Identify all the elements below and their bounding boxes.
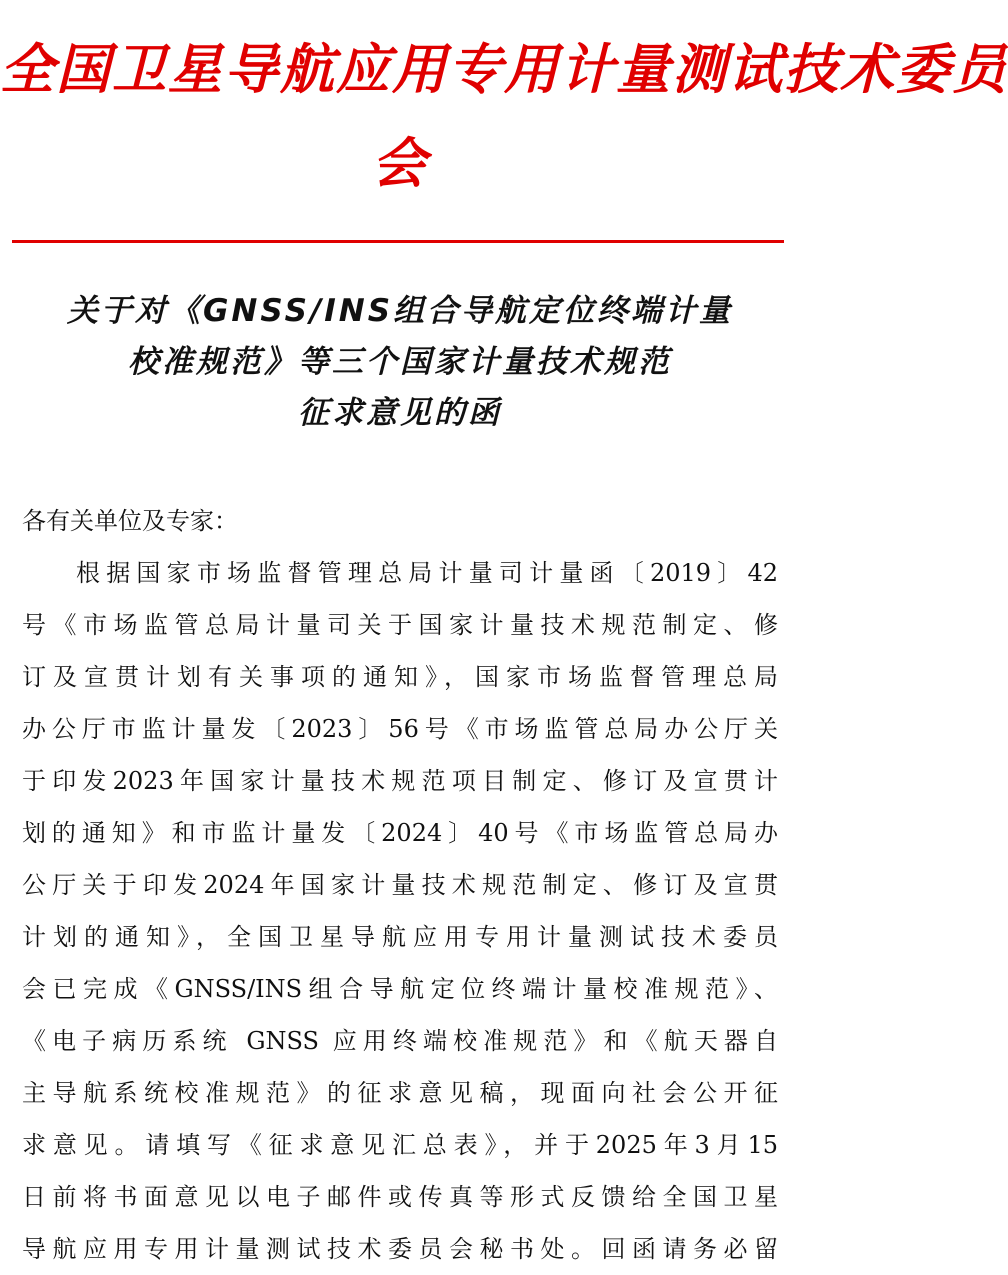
- paragraph-line: 根据国家市场监督管理总局计量司计量函〔2019〕42: [76, 559, 778, 587]
- paragraph-line: 公厅关于印发2024年国家计量技术规范制定、修订及宣贯: [22, 871, 778, 899]
- paragraph-line: 办公厅市监计量发〔2023〕56号《市场监管总局办公厅关: [22, 715, 778, 743]
- letterhead-divider: [12, 240, 784, 243]
- letterhead-line-1: 全国卫星导航应用专用计量测试技术委员: [0, 37, 1008, 101]
- letterhead-line-2: 会: [372, 131, 428, 195]
- title-line-2: 校准规范》等三个国家计量技术规范: [128, 344, 672, 380]
- paragraph-line: 计划的通知》，全国卫星导航应用专用计量测试技术委员: [22, 923, 778, 951]
- paragraph-line: 日前将书面意见以电子邮件或传真等形式反馈给全国卫星: [22, 1183, 778, 1211]
- salutation: 各有关单位及专家：: [22, 507, 238, 535]
- paragraph-line: 求意见。请填写《征求意见汇总表》，并于2025年3月15: [22, 1131, 778, 1159]
- letterhead: [0, 24, 1008, 208]
- paragraph-line: 划的通知》和市监计量发〔2024〕40号《市场监管总局办: [22, 819, 778, 847]
- paragraph-line: 号《市场监管总局计量司关于国家计量技术规范制定、修: [22, 611, 778, 639]
- paragraph-line: 《电子病历系统 GNSS 应用终端校准规范》和《航天器自: [22, 1027, 778, 1055]
- document-title: [0, 286, 800, 439]
- title-line-3: 征求意见的函: [298, 395, 502, 431]
- paragraph-line: 会已完成《GNSS/INS组合导航定位终端计量校准规范》、: [22, 975, 778, 1003]
- body-paragraph: [22, 547, 778, 1275]
- paragraph-line: 订及宣贯计划有关事项的通知》，国家市场监督管理总局: [22, 663, 778, 691]
- paragraph-line: 于印发2023年国家计量技术规范项目制定、修订及宣贯计: [22, 767, 778, 795]
- title-line-1: 关于对《GNSS/INS组合导航定位终端计量: [66, 293, 734, 329]
- paragraph-line: 主导航系统校准规范》的征求意见稿，现面向社会公开征: [22, 1079, 778, 1107]
- letter-body: [22, 495, 778, 1275]
- paragraph-line: 导航应用专用计量测试技术委员会秘书处。回函请务必留: [22, 1235, 778, 1263]
